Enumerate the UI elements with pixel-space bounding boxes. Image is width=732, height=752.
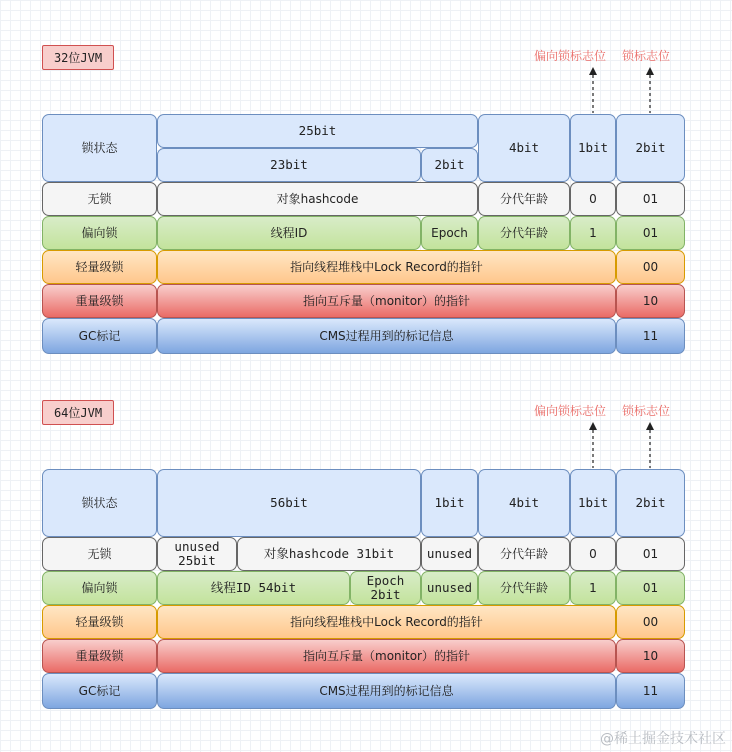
row-nolock-hashcode: 对象hashcode 31bit xyxy=(237,537,421,571)
row-nolock-label: 无锁 xyxy=(42,182,157,216)
watermark: @稀土掘金技术社区 xyxy=(600,731,726,747)
row-biased-unused: unused xyxy=(421,571,478,605)
row-light-label: 轻量级锁 xyxy=(42,250,157,284)
row-light-content: 指向线程堆栈中Lock Record的指针 xyxy=(157,605,616,639)
row-gc-content: CMS过程用到的标记信息 xyxy=(157,673,616,709)
row-biased-age: 分代年龄 xyxy=(478,216,570,250)
row-heavy-label: 重量级锁 xyxy=(42,639,157,673)
row-nolock-unused: unused xyxy=(421,537,478,571)
row-light-flag: 00 xyxy=(616,250,685,284)
row-gc-content: CMS过程用到的标记信息 xyxy=(157,318,616,354)
row-gc-flag: 11 xyxy=(616,318,685,354)
row-light-label: 轻量级锁 xyxy=(42,605,157,639)
unused-bits: 25bit xyxy=(178,553,216,568)
header-2bit-epoch: 2bit xyxy=(421,148,478,182)
row-heavy-content: 指向互斥量（monitor）的指针 xyxy=(157,284,616,318)
epoch-label: Epoch xyxy=(366,573,405,588)
row-gc-label: GC标记 xyxy=(42,318,157,354)
row-gc-label: GC标记 xyxy=(42,673,157,709)
header-25bit: 25bit xyxy=(157,114,478,148)
row-biased-thread-id: 线程ID xyxy=(157,216,421,250)
biased-flag-arrow xyxy=(588,422,598,468)
jvm32-title: 32位JVM xyxy=(42,45,114,70)
row-nolock-biased: 0 xyxy=(570,537,616,571)
row-biased-epoch: Epoch xyxy=(421,216,478,250)
header-56bit: 56bit xyxy=(157,469,421,537)
row-biased-epoch xyxy=(350,571,421,605)
row-biased-biased: 1 xyxy=(570,216,616,250)
row-gc-flag: 11 xyxy=(616,673,685,709)
lock-flag-note: 锁标志位 xyxy=(622,404,671,418)
jvm64-title: 64位JVM xyxy=(42,400,114,425)
row-nolock-biased: 0 xyxy=(570,182,616,216)
header-lock-2bit: 2bit xyxy=(616,469,685,537)
row-nolock-age: 分代年龄 xyxy=(478,537,570,571)
epoch-bits: 2bit xyxy=(370,587,401,602)
header-4bit: 4bit xyxy=(478,469,570,537)
row-nolock-flag: 01 xyxy=(616,537,685,571)
row-biased-flag: 01 xyxy=(616,216,685,250)
header-23bit: 23bit xyxy=(157,148,421,182)
row-nolock-unused-25bit xyxy=(157,537,237,571)
row-biased-label: 偏向锁 xyxy=(42,571,157,605)
biased-flag-note: 偏向锁标志位 xyxy=(534,49,607,63)
row-heavy-label: 重量级锁 xyxy=(42,284,157,318)
row-nolock-hashcode: 对象hashcode xyxy=(157,182,478,216)
row-heavy-flag: 10 xyxy=(616,639,685,673)
biased-flag-note: 偏向锁标志位 xyxy=(534,404,607,418)
row-heavy-flag: 10 xyxy=(616,284,685,318)
lock-flag-arrow xyxy=(645,422,655,468)
row-biased-flag: 01 xyxy=(616,571,685,605)
row-biased-biased: 1 xyxy=(570,571,616,605)
row-biased-label: 偏向锁 xyxy=(42,216,157,250)
header-4bit: 4bit xyxy=(478,114,570,182)
row-nolock-flag: 01 xyxy=(616,182,685,216)
row-biased-thread-id: 线程ID 54bit xyxy=(157,571,350,605)
row-biased-age: 分代年龄 xyxy=(478,571,570,605)
header-lock-2bit: 2bit xyxy=(616,114,685,182)
row-light-content: 指向线程堆栈中Lock Record的指针 xyxy=(157,250,616,284)
row-nolock-age: 分代年龄 xyxy=(478,182,570,216)
header-lock-state: 锁状态 xyxy=(42,469,157,537)
lock-flag-note: 锁标志位 xyxy=(622,49,671,63)
header-1bit: 1bit xyxy=(570,114,616,182)
unused-label: unused xyxy=(174,539,220,554)
header-1bit-unused: 1bit xyxy=(421,469,478,537)
header-lock-state: 锁状态 xyxy=(42,114,157,182)
row-nolock-label: 无锁 xyxy=(42,537,157,571)
row-light-flag: 00 xyxy=(616,605,685,639)
row-heavy-content: 指向互斥量（monitor）的指针 xyxy=(157,639,616,673)
header-1bit: 1bit xyxy=(570,469,616,537)
